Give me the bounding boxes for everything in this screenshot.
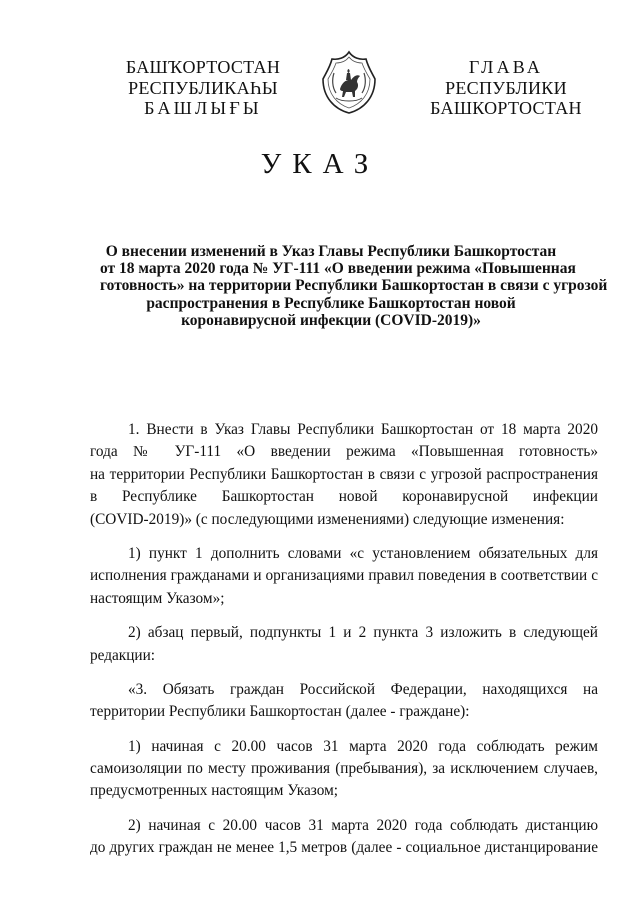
bashkortostan-coat-of-arms-icon (320, 49, 378, 115)
paragraph-subitem-1 (90, 543, 598, 610)
text-line: до других граждан не менее 1,5 метров (далее - социальное дистанцирование (90, 839, 598, 857)
header-right-line-3: БАШКОРТОСТАН (430, 98, 582, 118)
text-line: года № УГ-111 «О введении режима «Повышенная готовность» (90, 443, 598, 461)
header-bashkir-block (110, 57, 296, 119)
paragraph-new-subitem-2 (90, 815, 598, 860)
header-right-line-1: ГЛАВА (468, 57, 544, 77)
decree-subject (100, 243, 608, 329)
text-line: территории Республики Башкортостан (далее - граждане): (90, 703, 470, 721)
header-russian-block (413, 57, 599, 119)
text-line: 1) пункт 1 дополнить словами «с установлением обязательных для (128, 544, 598, 562)
subject-line: О внесении изменений в Указ Главы Республики Башкортостан (105, 243, 557, 260)
text-line: исполнения гражданами и организациями правил поведения в соответствии с (90, 567, 598, 585)
paragraph-gap (90, 803, 598, 815)
text-line: настоящим Указом»; (90, 589, 225, 607)
text-line: 1. Внести в Указ Главы Республики Башкортостан от 18 марта 2020 (128, 421, 598, 438)
header-left-line-1: БАШҠОРТОСТАН (125, 57, 281, 77)
subject-line: распространения в Республике Башкортостан новой (146, 294, 516, 312)
text-line: 1) начиная с 20.00 часов 31 марта 2020 года соблюдать режим (128, 737, 598, 755)
subject-line: от 18 марта 2020 года № УГ-111 «О введении режима «Повышенная (100, 260, 576, 278)
text-line: (COVID-2019)» (с последующими изменениями) следующие изменения: (90, 510, 565, 528)
subject-line: готовность» на территории Республики Башкортостан в связи с угрозой (100, 277, 608, 295)
paragraph-new-item-3 (90, 679, 598, 724)
decree-body (90, 419, 598, 860)
text-line: 2) абзац первый, подпункты 1 и 2 пункта 3 изложить в следующей (128, 624, 598, 642)
header-left-line-2: РЕСПУБЛИКАҺЫ (128, 77, 278, 98)
paragraph-gap (90, 724, 598, 736)
header-left-line-3: БАШЛЫҒЫ (144, 98, 262, 118)
text-line: 2) начиная с 20.00 часов 31 марта 2020 года соблюдать дистанцию (128, 816, 598, 834)
paragraph-item-1 (90, 419, 598, 531)
decree-title: УКАЗ (260, 148, 380, 180)
text-line: в Республике Башкортостан новой коронавирусной инфекции (90, 488, 598, 506)
text-line: редакции: (90, 646, 156, 664)
text-line: на территории Республики Башкортостан в связи с угрозой распространения (90, 465, 598, 483)
paragraph-gap (90, 531, 598, 543)
subject-line: коронавирусной инфекции (COVID-2019)» (181, 311, 481, 329)
text-line: предусмотренных настоящим Указом; (90, 782, 339, 800)
paragraph-subitem-2 (90, 622, 598, 667)
text-line: «3. Обязать граждан Российской Федерации, находящихся на (128, 680, 598, 698)
paragraph-gap (90, 667, 598, 679)
header-right-line-2: РЕСПУБЛИКИ (445, 77, 567, 98)
text-line: самоизоляции по месту проживания (пребывания), за исключением случаев, (90, 760, 598, 778)
paragraph-new-subitem-1 (90, 736, 598, 803)
paragraph-gap (90, 610, 598, 622)
